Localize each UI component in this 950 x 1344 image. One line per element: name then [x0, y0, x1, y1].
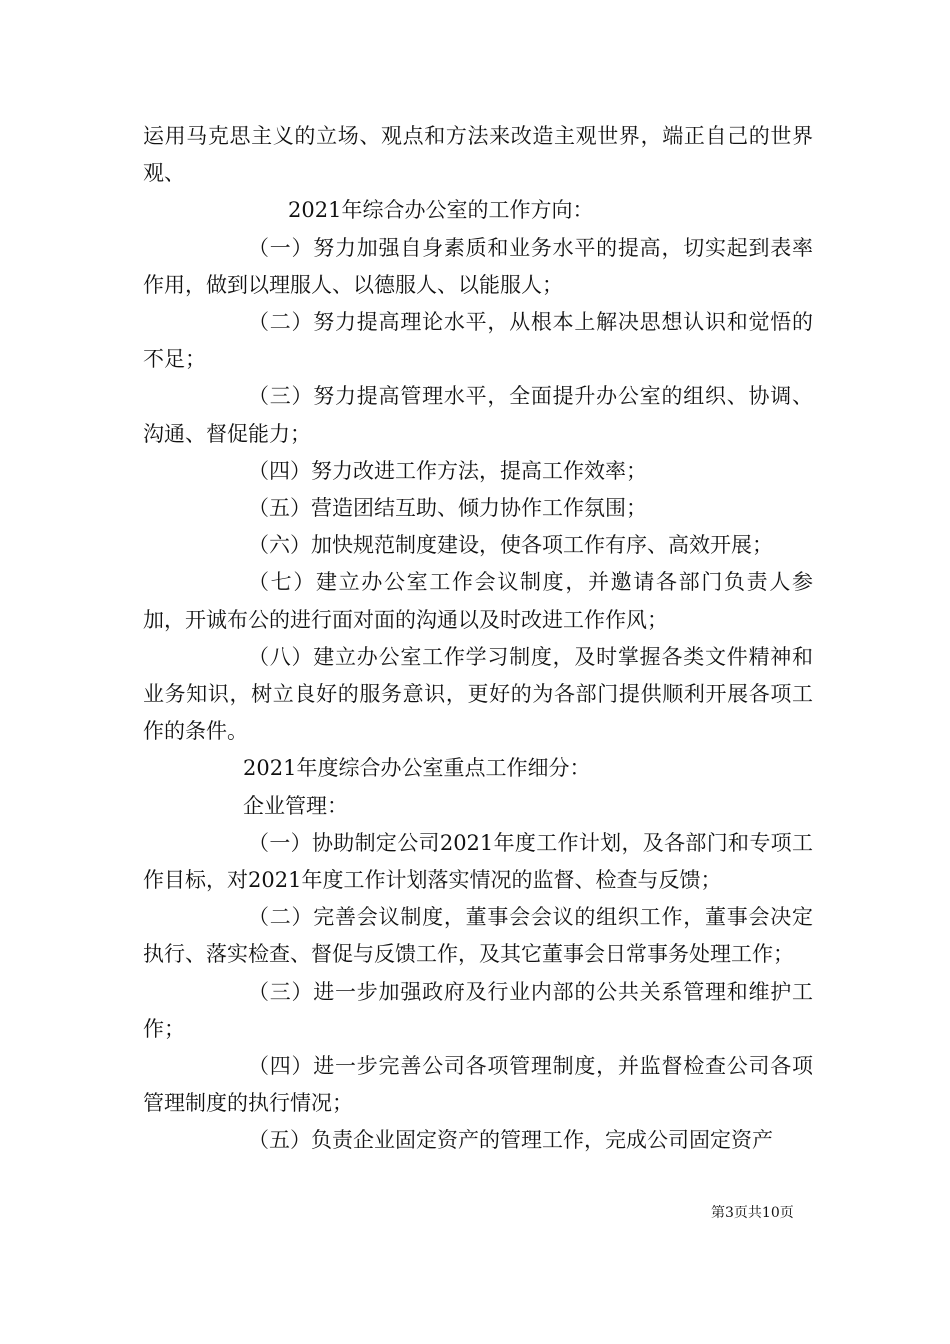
list-item: （五）营造团结互助、倾力协作工作氛围； [248, 496, 647, 521]
list-item: （三）努力提高管理水平，全面提升办公室的组织、协调、沟通、督促能力； [143, 384, 813, 446]
page-number-footer: 第3页共10页 [711, 1205, 794, 1221]
section-heading-key-work: 2021年度综合办公室重点工作细分： [243, 756, 591, 781]
list-item: （四）进一步完善公司各项管理制度，并监督检查公司各项管理制度的执行情况； [143, 1054, 813, 1116]
list-item: （七）建立办公室工作会议制度，并邀请各部门负责人参加，开诚布公的进行面对面的沟通以及时改进工作作风； [143, 570, 813, 632]
list-item: （五）负责企业固定资产的管理工作，完成公司固定资产 [248, 1128, 773, 1153]
subsection-heading-enterprise-management: 企业管理： [243, 793, 348, 818]
paragraph-intro: 运用马克思主义的立场、观点和方法来改造主观世界，端正自己的世界观、 [143, 124, 813, 186]
list-item: （一）协助制定公司2021年度工作计划，及各部门和专项工作目标，对2021年度工作计划落实情况的监督、检查与反馈； [143, 830, 813, 893]
list-item: （八）建立办公室工作学习制度，及时掌握各类文件精神和业务知识，树立良好的服务意识，更好的为各部门提供顺利开展各项工作的条件。 [143, 644, 813, 744]
section-heading-work-direction: 2021年综合办公室的工作方向： [288, 198, 594, 223]
list-item: （六）加快规范制度建设，使各项工作有序、高效开展； [248, 533, 773, 558]
list-item: （四）努力改进工作方法，提高工作效率； [248, 458, 647, 483]
document-body [143, 118, 813, 1160]
list-item: （一）努力加强自身素质和业务水平的提高，切实起到表率作用，做到以理服人、以德服人、以能服人； [143, 235, 813, 297]
list-item: （二）努力提高理论水平，从根本上解决思想认识和觉悟的不足； [143, 310, 813, 372]
list-item: （三）进一步加强政府及行业内部的公共关系管理和维护工作； [143, 979, 813, 1041]
list-item: （二）完善会议制度，董事会会议的组织工作，董事会决定执行、落实检查、督促与反馈工作，及其它董事会日常事务处理工作； [143, 905, 813, 967]
